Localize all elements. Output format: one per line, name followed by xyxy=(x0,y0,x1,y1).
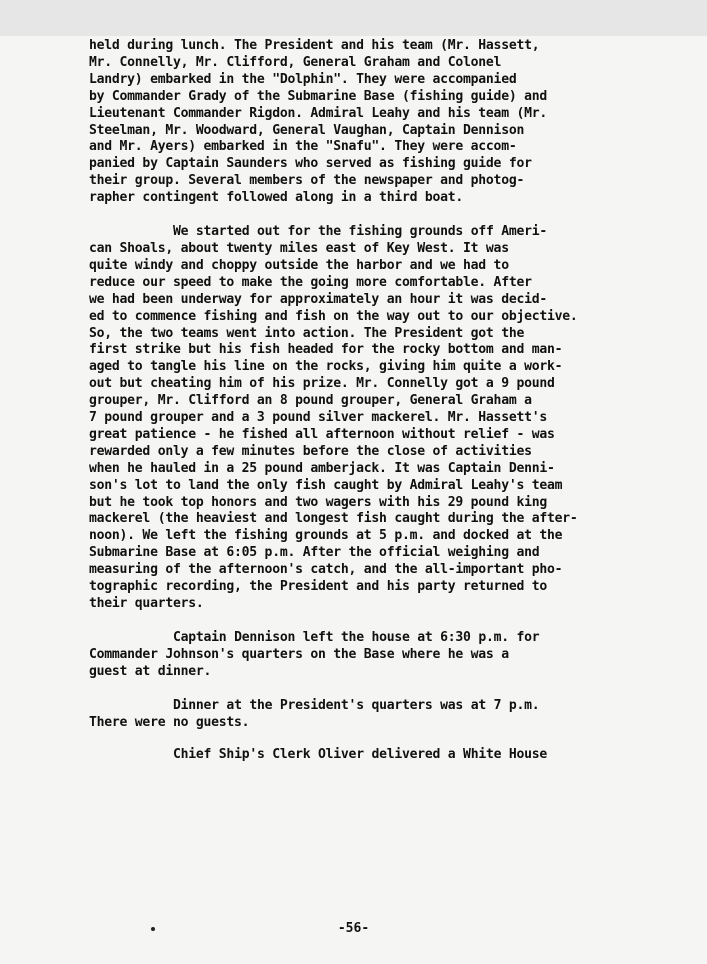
text-line: but he took top honors and two wagers with his 29 pound king xyxy=(89,494,547,510)
text-line: held during lunch. The President and his team (Mr. Hassett, xyxy=(89,38,540,53)
text-line: grouper, Mr. Clifford an 8 pound grouper, General Graham a xyxy=(89,393,532,409)
text-line: panied by Captain Saunders who served as fishing guide for xyxy=(89,156,532,172)
text-line: their group. Several members of the newspaper and photog- xyxy=(89,173,525,189)
text-line: tographic recording, the President and his party returned to xyxy=(89,579,547,595)
text-line: So, the two teams went into action. The President got the xyxy=(89,325,525,341)
paragraph-gap xyxy=(89,681,649,698)
text-line: rewarded only a few minutes before the close of activities xyxy=(89,443,532,459)
text-line: Dinner at the President's quarters was at 7 p.m. xyxy=(173,697,540,713)
scan-edge-band xyxy=(0,0,707,36)
text-line: 7 pound grouper and a 3 pound silver mackerel. Mr. Hassett's xyxy=(89,410,547,426)
paragraph-3 xyxy=(89,630,649,681)
text-line: out but cheating him of his prize. Mr. Connelly got a 9 pound xyxy=(89,376,555,392)
text-line: guest at dinner. xyxy=(89,663,212,679)
paragraph-gap xyxy=(89,613,649,630)
text-line: when he hauled in a 25 pound amberjack. It was Captain Denni- xyxy=(89,460,555,476)
paragraph-4 xyxy=(89,698,649,732)
text-line: measuring of the afternoon's catch, and the all-important pho- xyxy=(89,562,563,578)
text-line: we had been underway for approximately an hour it was decid- xyxy=(89,291,547,307)
text-line: Chief Ship's Clerk Oliver delivered a White House xyxy=(173,747,548,763)
text-line: mackerel (the heaviest and longest fish caught during the after- xyxy=(89,511,578,527)
text-line: son's lot to land the only fish caught by Admiral Leahy's team xyxy=(89,477,563,493)
paragraph-5 xyxy=(89,747,649,764)
text-line: their quarters. xyxy=(89,596,204,611)
text-line: There were no guests. xyxy=(89,714,250,730)
text-line: Landry) embarked in the "Dolphin". They were accompanied xyxy=(89,71,517,87)
text-line: We started out for the fishing grounds off Ameri- xyxy=(173,224,548,240)
text-line: Mr. Connelly, Mr. Clifford, General Graham and Colonel xyxy=(89,54,502,70)
text-line: Captain Dennison left the house at 6:30 p.m. for xyxy=(173,629,540,645)
text-line: ed to commence fishing and fish on the way out to our objective. xyxy=(89,308,578,324)
paragraph-gap xyxy=(89,731,649,747)
text-line: Steelman, Mr. Woodward, General Vaughan, Captain Dennison xyxy=(89,122,525,138)
text-line: reduce our speed to make the going more comfortable. After xyxy=(89,274,532,290)
text-line: aged to tangle his line on the rocks, giving him quite a work- xyxy=(89,359,563,375)
text-line: Commander Johnson's quarters on the Base where he was a xyxy=(89,646,509,662)
paragraph-1 xyxy=(89,38,649,207)
body-text xyxy=(89,38,649,764)
paragraph-2 xyxy=(89,224,649,613)
text-line: rapher contingent followed along in a third boat. xyxy=(89,190,464,206)
page-number: -56- xyxy=(337,921,370,936)
text-line: can Shoals, about twenty miles east of Key West. It was xyxy=(89,240,509,256)
text-line: and Mr. Ayers) embarked in the "Snafu". They were accom- xyxy=(89,139,517,155)
text-line: by Commander Grady of the Submarine Base (fishing guide) and xyxy=(89,88,547,104)
text-line: Lieutenant Commander Rigdon. Admiral Leahy and his team (Mr. xyxy=(89,105,547,121)
text-line: noon). We left the fishing grounds at 5 p.m. and docked at the xyxy=(89,528,563,544)
text-line: Submarine Base at 6:05 p.m. After the official weighing and xyxy=(89,545,540,561)
text-line: great patience - he fished all afternoon without relief - was xyxy=(89,426,555,442)
text-line: first strike but his fish headed for the rocky bottom and man- xyxy=(89,342,563,358)
text-line: quite windy and choppy outside the harbor and we had to xyxy=(89,257,509,273)
paragraph-gap xyxy=(89,207,649,224)
